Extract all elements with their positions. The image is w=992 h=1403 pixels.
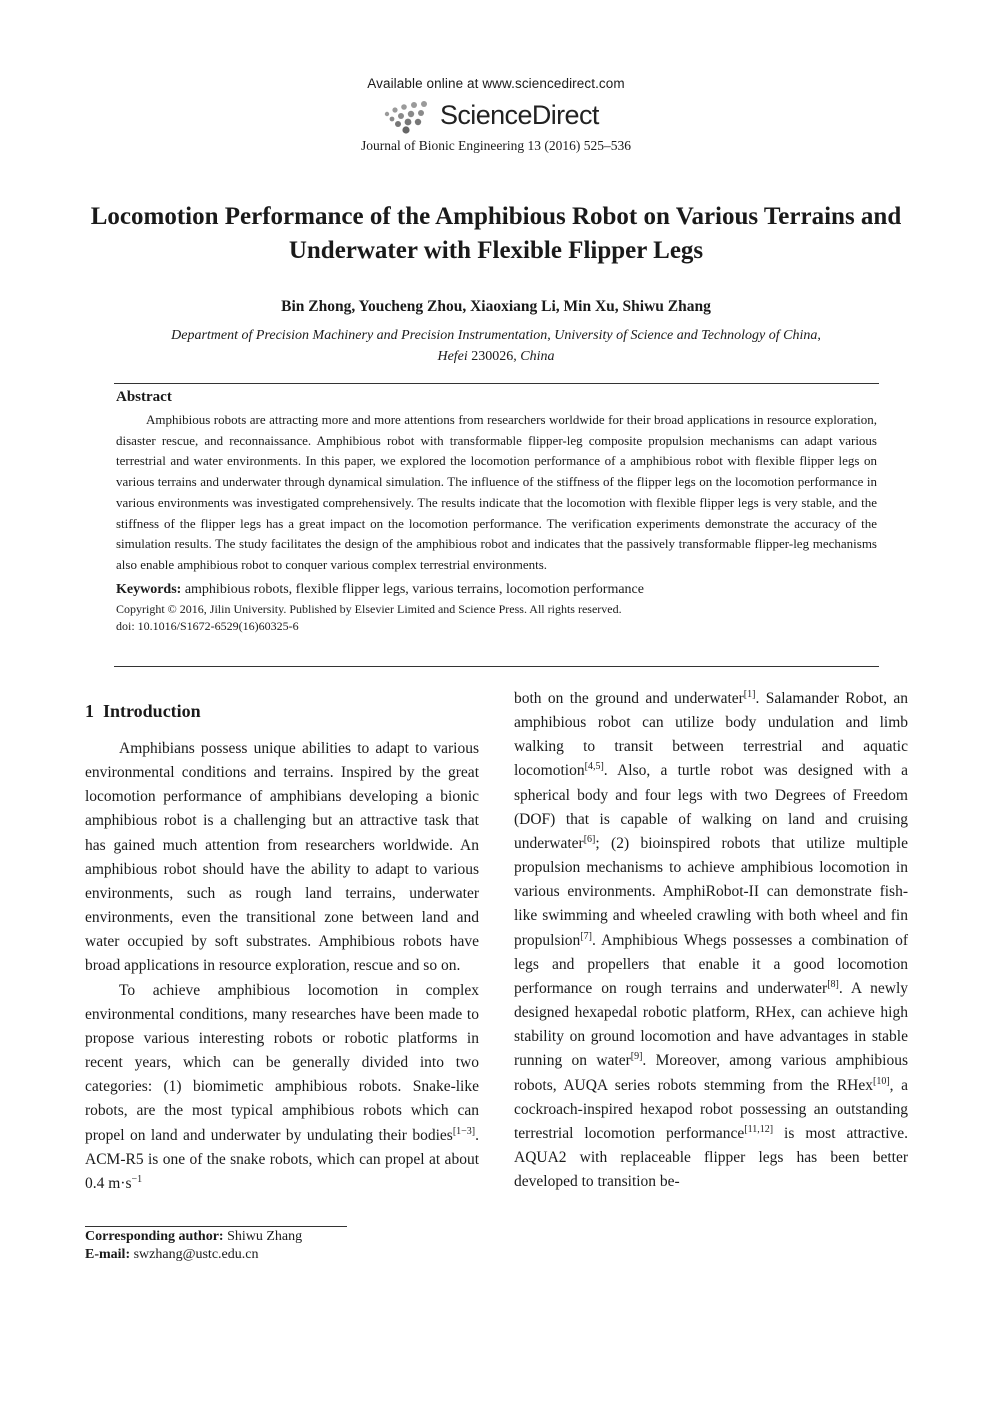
doi: doi: 10.1016/S1672-6529(16)60325-6 — [116, 618, 299, 633]
left-column — [85, 737, 479, 1196]
keywords-text: amphibious robots, flexible flipper legs, various terrains, locomotion performance — [184, 581, 644, 597]
citation-9: [9] — [630, 1051, 643, 1063]
citation-4-5: [4,5] — [584, 761, 604, 773]
keywords — [116, 582, 877, 598]
abstract-block — [116, 389, 877, 635]
section-heading-introduction — [85, 701, 201, 722]
sciencedirect-dots-icon — [381, 100, 439, 138]
section-number: 1 — [85, 701, 94, 721]
citation-1: [1] — [743, 689, 756, 700]
text-segment: . Salamander Robot, an amphibious robot can utilize body undulation and limb walking to transit between terrestrial and aquatic locomotion — [514, 690, 908, 780]
affiliation-department: Department of Precision Machinery and Precision Instrumentation — [171, 328, 548, 343]
intro-paragraph-2-continued — [514, 687, 908, 1194]
text-segment: , a cockroach-inspired hexapod robot possessing an outstanding terrestrial locomotion performance — [514, 1076, 908, 1142]
journal-header — [0, 76, 992, 154]
affiliation-country: China — [520, 349, 555, 364]
text-segment: . A newly designed hexapedal robotic platform, RHex, can achieve high stability on ground locomotion and have advantages in stable running on water — [514, 979, 908, 1070]
affiliation: Department of Precision Machinery and Precision Instrumentation, University of Science and Technology of China, Hefei 230026, China — [171, 328, 821, 364]
email-line — [85, 1247, 258, 1263]
abstract-bottom-rule — [114, 666, 879, 667]
affiliation-postcode: 230026 — [471, 349, 514, 364]
affiliation-city: Hefei — [437, 349, 468, 364]
brand-name: ScienceDirect — [440, 100, 599, 130]
footnote-rule — [85, 1226, 347, 1227]
text-segment: . Amphibious Whegs possesses a combination of legs and propellers that enable it a good locomotion performance on rough terrains and underwater — [514, 931, 908, 997]
text-segment: ; (2) bioinspired robots that utilize multiple propulsion mechanisms to achieve amphibious locomotion in various environments. AmphiRobot-II can demonstrate fish-like swimming and wheeled crawling with both wheel and fin propulsion — [514, 834, 908, 949]
journal-reference: Journal of Bionic Engineering 13 (2016) 525–536 — [361, 138, 631, 153]
citation-8: [8] — [827, 978, 839, 990]
corresponding-author-name: Shiwu Zhang — [227, 1229, 303, 1244]
citation-1-3: [1−3] — [452, 1125, 476, 1137]
abstract-top-rule — [114, 383, 879, 384]
abstract-body: Amphibious robots are attracting more and more attentions from researchers worldwide for their broad applications in resource exploration, disaster rescue, and reconnaissance. Amphibious robot with transformable flipper-leg composite propulsion mechanisms can adapt various terrestrial and water environments. In this paper, we explored the locomotion performance of a amphibious robot with flexible flipper legs on various terrains and underwater through dynamical simulation. The influence of the stiffness of the flipper legs on the locomotion performance in various environments was investigated comprehensively. The results indicate that the locomotion with flexible flipper legs is very stable, and the stiffness of the flipper legs has a great impact on the locomotion performance. The verification experiments demonstrate the accuracy of the simulation results. The study facilitates the design of the amphibious robot and indicates that the passively transformable flipper-leg mechanisms also enable amphibious robot to conquer various complex terrestrial environments. — [116, 412, 877, 572]
corresponding-author — [85, 1229, 302, 1245]
unit-exponent: −1 — [131, 1173, 143, 1185]
intro-paragraph-1: Amphibians possess unique abilities to adapt to various environmental conditions and terrains. Inspired by the great locomotion performance of amphibians developing a bionic amphibious robot is a challenging but an attractive task that has gained much attention from researchers worldwide. An amphibious robot should have the ability to adapt to various environments, such as rough land terrains, underwater environments, even the transitional zone between land and water occupied by soft substrates. Amphibious robots have broad applications in resource exploration, rescue and so on. — [85, 740, 479, 975]
keywords-label: Keywords: — [116, 581, 182, 597]
citation-10: [10] — [873, 1075, 890, 1087]
text-segment: . Moreover, among various amphibious robots, AUQA series robots stemming from the RHex — [514, 1052, 909, 1094]
text-segment: is most attractive. AQUA2 with replaceable flipper legs has been better developed to transition be- — [514, 1124, 909, 1191]
intro-paragraph-2-text-a: To achieve amphibious locomotion in complex environmental conditions, many researches have been made to propose various interesting robots or robotic platforms in recent years, which can be generally divided into two categories: (1) biomimetic amphibious robots. Snake-like robots, are the most typical amphibious robots which can propel on land and underwater by undulating their bodies — [85, 981, 479, 1144]
text-segment: . Also, a turtle robot was designed with a spherical body and four legs with two Degrees of Freedom (DOF) that is capable of walking on land and cruising underwater — [514, 762, 908, 852]
email-label: E-mail: — [85, 1247, 131, 1262]
citation-6: [6] — [583, 833, 596, 845]
citation-7: [7] — [580, 930, 592, 942]
right-column — [514, 687, 908, 1194]
copyright-notice: Copyright © 2016, Jilin University. Published by Elsevier Limited and Science Press. All rights reserved. — [116, 601, 622, 616]
text-segment: both on the ground and underwater — [514, 690, 744, 707]
paper-title: Locomotion Performance of the Amphibious Robot on Various Terrains and Underwater with Flexible Flipper Legs — [90, 203, 902, 264]
author-list: Bin Zhong, Youcheng Zhou, Xiaoxiang Li, Min Xu, Shiwu Zhang — [281, 298, 711, 315]
citation-11-12: [11,12] — [744, 1123, 774, 1135]
intro-paragraph-2-text-b: . ACM-R5 is one of the snake robots, which can propel at about 0.4 m·s — [85, 1126, 479, 1192]
email-address[interactable]: swzhang@ustc.edu.cn — [133, 1247, 259, 1262]
abstract-heading: Abstract — [116, 389, 172, 405]
corresponding-author-label: Corresponding author: — [85, 1229, 224, 1244]
intro-paragraph-2 — [85, 979, 479, 1196]
available-online-text: Available online at www.sciencedirect.com — [367, 76, 625, 91]
affiliation-university: University of Science and Technology of China — [554, 328, 818, 343]
sciencedirect-brand — [0, 95, 992, 137]
section-title: Introduction — [103, 701, 201, 721]
